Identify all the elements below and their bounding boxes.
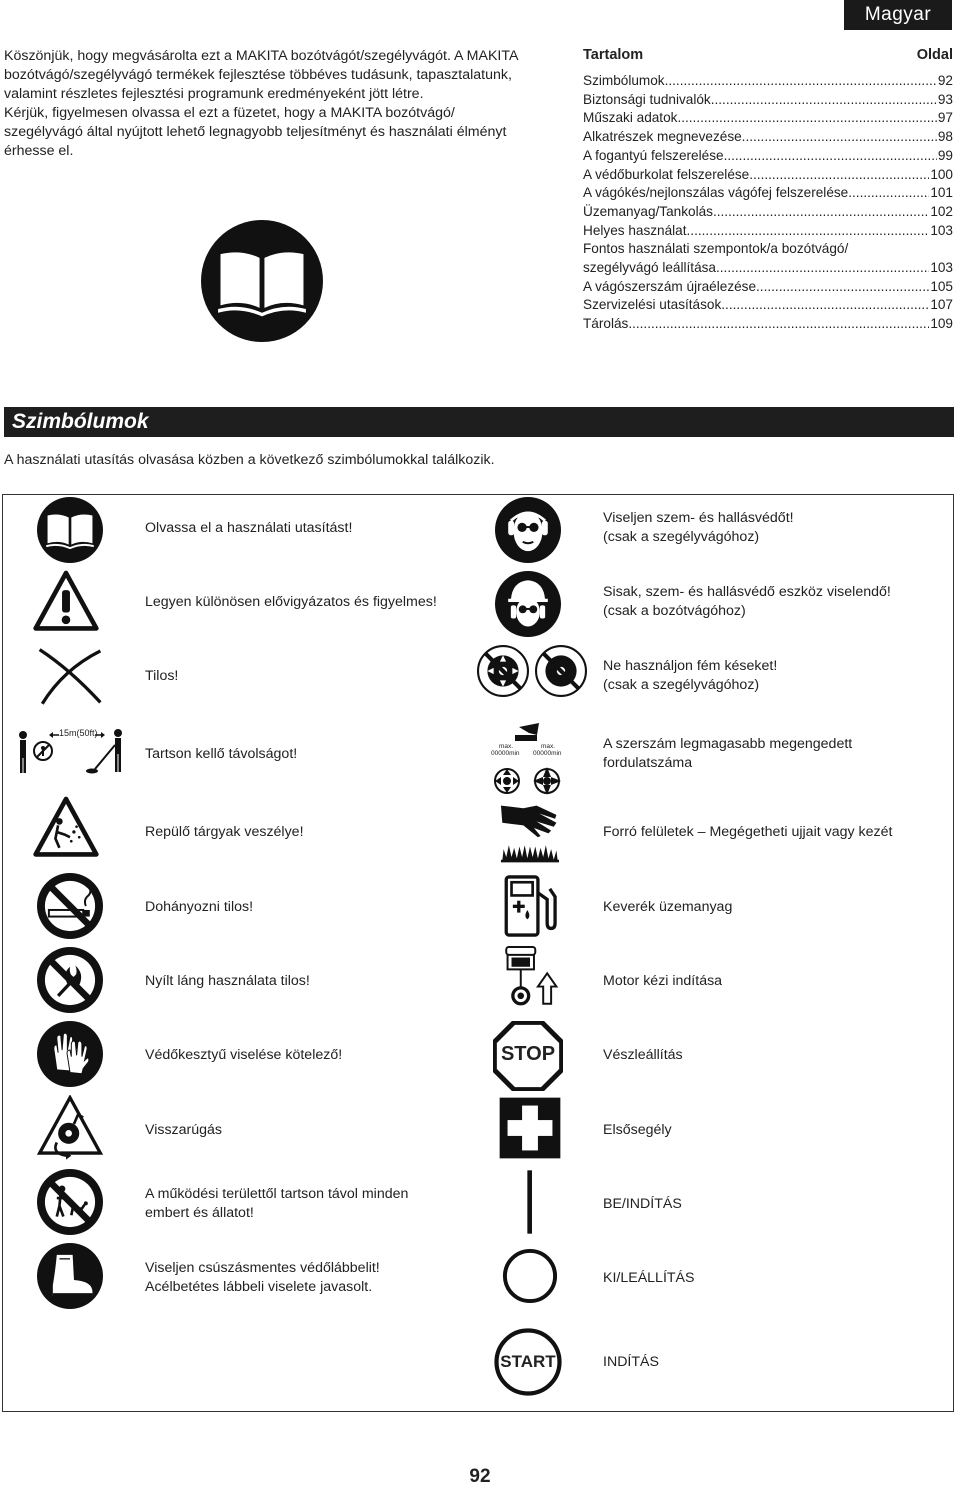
toc-item-label: Helyes használat — [583, 222, 687, 238]
emergency-stop-icon — [493, 1021, 563, 1091]
symbol-item — [495, 1095, 565, 1161]
toc-item-label: Műszaki adatok — [583, 110, 678, 126]
symbol-item — [495, 1243, 565, 1309]
symbol-item — [495, 1169, 565, 1235]
toc-item[interactable] — [583, 184, 953, 203]
eye-ear-protection-icon — [493, 497, 563, 563]
prohibited-cross-icon — [35, 643, 105, 709]
symbol-text-line2: (csak a szegélyvágóhoz) — [603, 677, 760, 693]
symbol-item — [35, 873, 105, 939]
toc-item-label: A vágókés/nejlonszálas vágófej felszerelése — [583, 185, 849, 201]
off-stop-icon — [495, 1243, 565, 1309]
symbol-text-line2: embert és állatot! — [145, 1205, 254, 1221]
toc-item-page: 101 — [930, 185, 953, 201]
keep-away-people-animals-icon — [35, 1169, 105, 1235]
table-of-contents — [583, 47, 953, 334]
toc-item[interactable] — [583, 203, 953, 222]
symbol-text — [603, 509, 794, 547]
symbol-text-line1: Viseljen csúszásmentes védőlábbelit! — [145, 1260, 380, 1276]
language-tab: Magyar — [844, 0, 952, 30]
intro-text — [4, 47, 529, 161]
symbol-item — [477, 719, 575, 799]
toc-item-label: A vágószerszám újraélezése — [583, 278, 757, 294]
toc-item[interactable] — [583, 240, 953, 277]
symbol-text — [145, 1185, 408, 1223]
stop-label: STOP — [500, 1043, 556, 1065]
start-label: START — [500, 1352, 556, 1371]
toc-item[interactable] — [583, 128, 953, 147]
toc-item[interactable] — [583, 147, 953, 166]
symbol-text: KI/LEÁLLÍTÁS — [603, 1270, 695, 1286]
symbol-text: Motor kézi indítása — [603, 973, 723, 989]
toc-item-label: Szimbólumok — [583, 73, 665, 88]
symbol-item — [35, 1169, 105, 1235]
distance-label: 15m(50ft) — [59, 728, 98, 738]
symbol-item — [493, 1327, 563, 1397]
book-icon — [201, 220, 323, 342]
first-aid-icon — [495, 1095, 565, 1161]
symbol-text: Forró felületek – Megégetheti ujjait vagy kezét — [603, 824, 893, 840]
safety-boots-icon — [35, 1243, 105, 1309]
symbol-text-line1: A szerszám legmagasabb megengedett — [603, 736, 853, 752]
symbol-text-line2: fordulatszáma — [603, 755, 693, 771]
flying-objects-icon — [31, 795, 101, 861]
hot-surface-icon — [495, 799, 565, 865]
symbol-text-line2: (csak a bozótvágóhoz) — [603, 603, 746, 619]
symbol-text: INDÍTÁS — [603, 1354, 659, 1370]
symbol-text-line1: Ne használjon fém késeket! — [603, 658, 778, 674]
symbol-item — [495, 799, 565, 865]
symbol-item — [493, 1021, 563, 1091]
symbol-text-line2: (csak a szegélyvágóhoz) — [603, 529, 760, 545]
toc-item-page: 99 — [937, 147, 953, 163]
symbol-text: Tartson kellő távolságot! — [145, 746, 298, 762]
toc-item-label: Üzemanyag/Tankolás — [583, 203, 713, 219]
symbol-text-line1: Viseljen szem- és hallásvédőt! — [603, 510, 794, 526]
symbol-text: Vészleállítás — [603, 1047, 683, 1063]
toc-item-page: 103 — [930, 222, 953, 238]
toc-item[interactable] — [583, 296, 953, 315]
symbol-text-line1: Sisak, szem- és hallásvédő eszköz viselendő! — [603, 584, 891, 600]
intro-paragraph-1: Köszönjük, hogy megvásárolta ezt a MAKITA bozótvágót/szegélyvágót. A MAKITA bozótvágó/szegélyvágó termékek fejlesztése többéves tudásunk, tapasztalatunk, valamint részletes fejlesztési programunk eredményeként jött létre. — [4, 48, 518, 102]
toc-item-page: 107 — [930, 297, 953, 313]
toc-item-page: 93 — [937, 91, 953, 107]
toc-item-page: 92 — [937, 73, 953, 88]
symbol-item — [35, 947, 105, 1013]
protective-gloves-icon — [35, 1021, 105, 1087]
symbol-text-line2: Acélbetétes lábbeli viselete javasolt. — [145, 1279, 373, 1295]
symbol-item — [495, 873, 565, 939]
helmet-eye-ear-protection-icon — [493, 571, 563, 637]
symbol-item — [35, 643, 105, 709]
toc-item-page: 100 — [930, 166, 953, 182]
symbol-text: Keverék üzemanyag — [603, 899, 733, 915]
toc-item-page: 103 — [930, 260, 953, 276]
book-icon — [35, 497, 105, 563]
toc-item-page: 102 — [930, 203, 953, 219]
toc-item-label: A fogantyú felszerelése — [583, 147, 724, 163]
max-label-left: max. — [499, 743, 514, 750]
symbol-text: Dohányozni tilos! — [145, 899, 254, 915]
toc-item-label: Alkatrészek megnevezése — [583, 129, 742, 145]
toc-item[interactable] — [583, 315, 953, 334]
max-value-left: 00000min — [491, 750, 520, 757]
symbol-text: Elsősegély — [603, 1122, 672, 1138]
toc-item[interactable] — [583, 91, 953, 110]
no-metal-blades-icon — [477, 645, 587, 697]
max-speed-icon — [477, 719, 575, 799]
symbol-item — [31, 569, 101, 635]
symbol-item — [35, 497, 105, 563]
warning-triangle-icon — [31, 569, 101, 635]
symbol-text — [145, 1259, 380, 1297]
keep-distance-icon — [13, 721, 133, 787]
symbol-item — [493, 571, 563, 637]
toc-item[interactable] — [583, 72, 953, 91]
kickback-icon — [35, 1095, 105, 1161]
on-start-icon — [495, 1169, 565, 1235]
toc-title: Tartalom — [583, 47, 644, 63]
intro-paragraph-2: Kérjük, figyelmesen olvassa el ezt a füzetet, hogy a MAKITA bozótvágó/ szegélyvágó által nyújtott lehető legnagyobb teljesítményt és használati élményt érhesse el. — [4, 105, 507, 159]
symbol-item — [477, 645, 587, 697]
toc-item-page: 97 — [937, 110, 953, 126]
symbol-text: Védőkesztyű viselése kötelező! — [145, 1047, 343, 1063]
symbol-text: Legyen különösen elővigyázatos és figyelmes! — [145, 594, 437, 610]
symbol-text: Olvassa el a használati utasítást! — [145, 520, 353, 536]
toc-item-label: A védőburkolat felszerelése — [583, 166, 750, 182]
toc-item-label: szegélyvágó leállítása — [583, 260, 716, 276]
symbols-table — [2, 494, 954, 1412]
toc-page-header: Oldal — [916, 47, 953, 63]
symbol-item — [35, 1243, 105, 1309]
section-title: Szimbólumok — [4, 407, 954, 437]
symbol-item — [493, 497, 563, 563]
toc-item[interactable] — [583, 109, 953, 128]
toc-item-label: Szervizelési utasítások — [583, 297, 722, 313]
toc-item[interactable] — [583, 166, 953, 185]
max-value-right: 00000min — [533, 750, 562, 757]
symbol-item — [35, 1021, 105, 1087]
toc-item-page: 105 — [930, 278, 953, 294]
symbol-text: Tilos! — [145, 668, 179, 684]
symbol-item — [35, 1095, 105, 1161]
symbol-text-line1: A működési területtől tartson távol minden — [145, 1186, 409, 1202]
manual-start-icon — [495, 943, 565, 1009]
symbol-text — [603, 583, 891, 621]
symbol-item — [31, 795, 101, 861]
symbol-text: BE/INDÍTÁS — [603, 1196, 682, 1212]
start-icon — [493, 1327, 563, 1397]
toc-item-page: 109 — [930, 316, 953, 332]
symbol-text: Visszarúgás — [145, 1122, 223, 1138]
no-open-flame-icon — [35, 947, 105, 1013]
symbol-item — [495, 943, 565, 1009]
toc-item-label: Tárolás — [583, 316, 629, 332]
symbol-text — [603, 735, 852, 773]
no-smoking-icon — [35, 873, 105, 939]
page-number: 92 — [469, 1466, 491, 1487]
toc-item-label-line1: Fontos használati szempontok/a bozótvágó/ — [583, 241, 849, 257]
toc-item-page: 98 — [937, 129, 953, 145]
symbol-text: Nyílt láng használata tilos! — [145, 973, 310, 989]
toc-item[interactable] — [583, 222, 953, 241]
section-intro: A használati utasítás olvasása közben a következő szimbólumokkal találkozik. — [4, 452, 495, 468]
toc-item-label: Biztonsági tudnivalók — [583, 91, 711, 107]
symbol-item — [13, 721, 133, 787]
symbol-text — [603, 657, 777, 695]
max-label-right: max. — [541, 743, 556, 750]
toc-item[interactable] — [583, 278, 953, 297]
fuel-mixture-icon — [495, 873, 565, 939]
symbol-text: Repülő tárgyak veszélye! — [145, 824, 304, 840]
